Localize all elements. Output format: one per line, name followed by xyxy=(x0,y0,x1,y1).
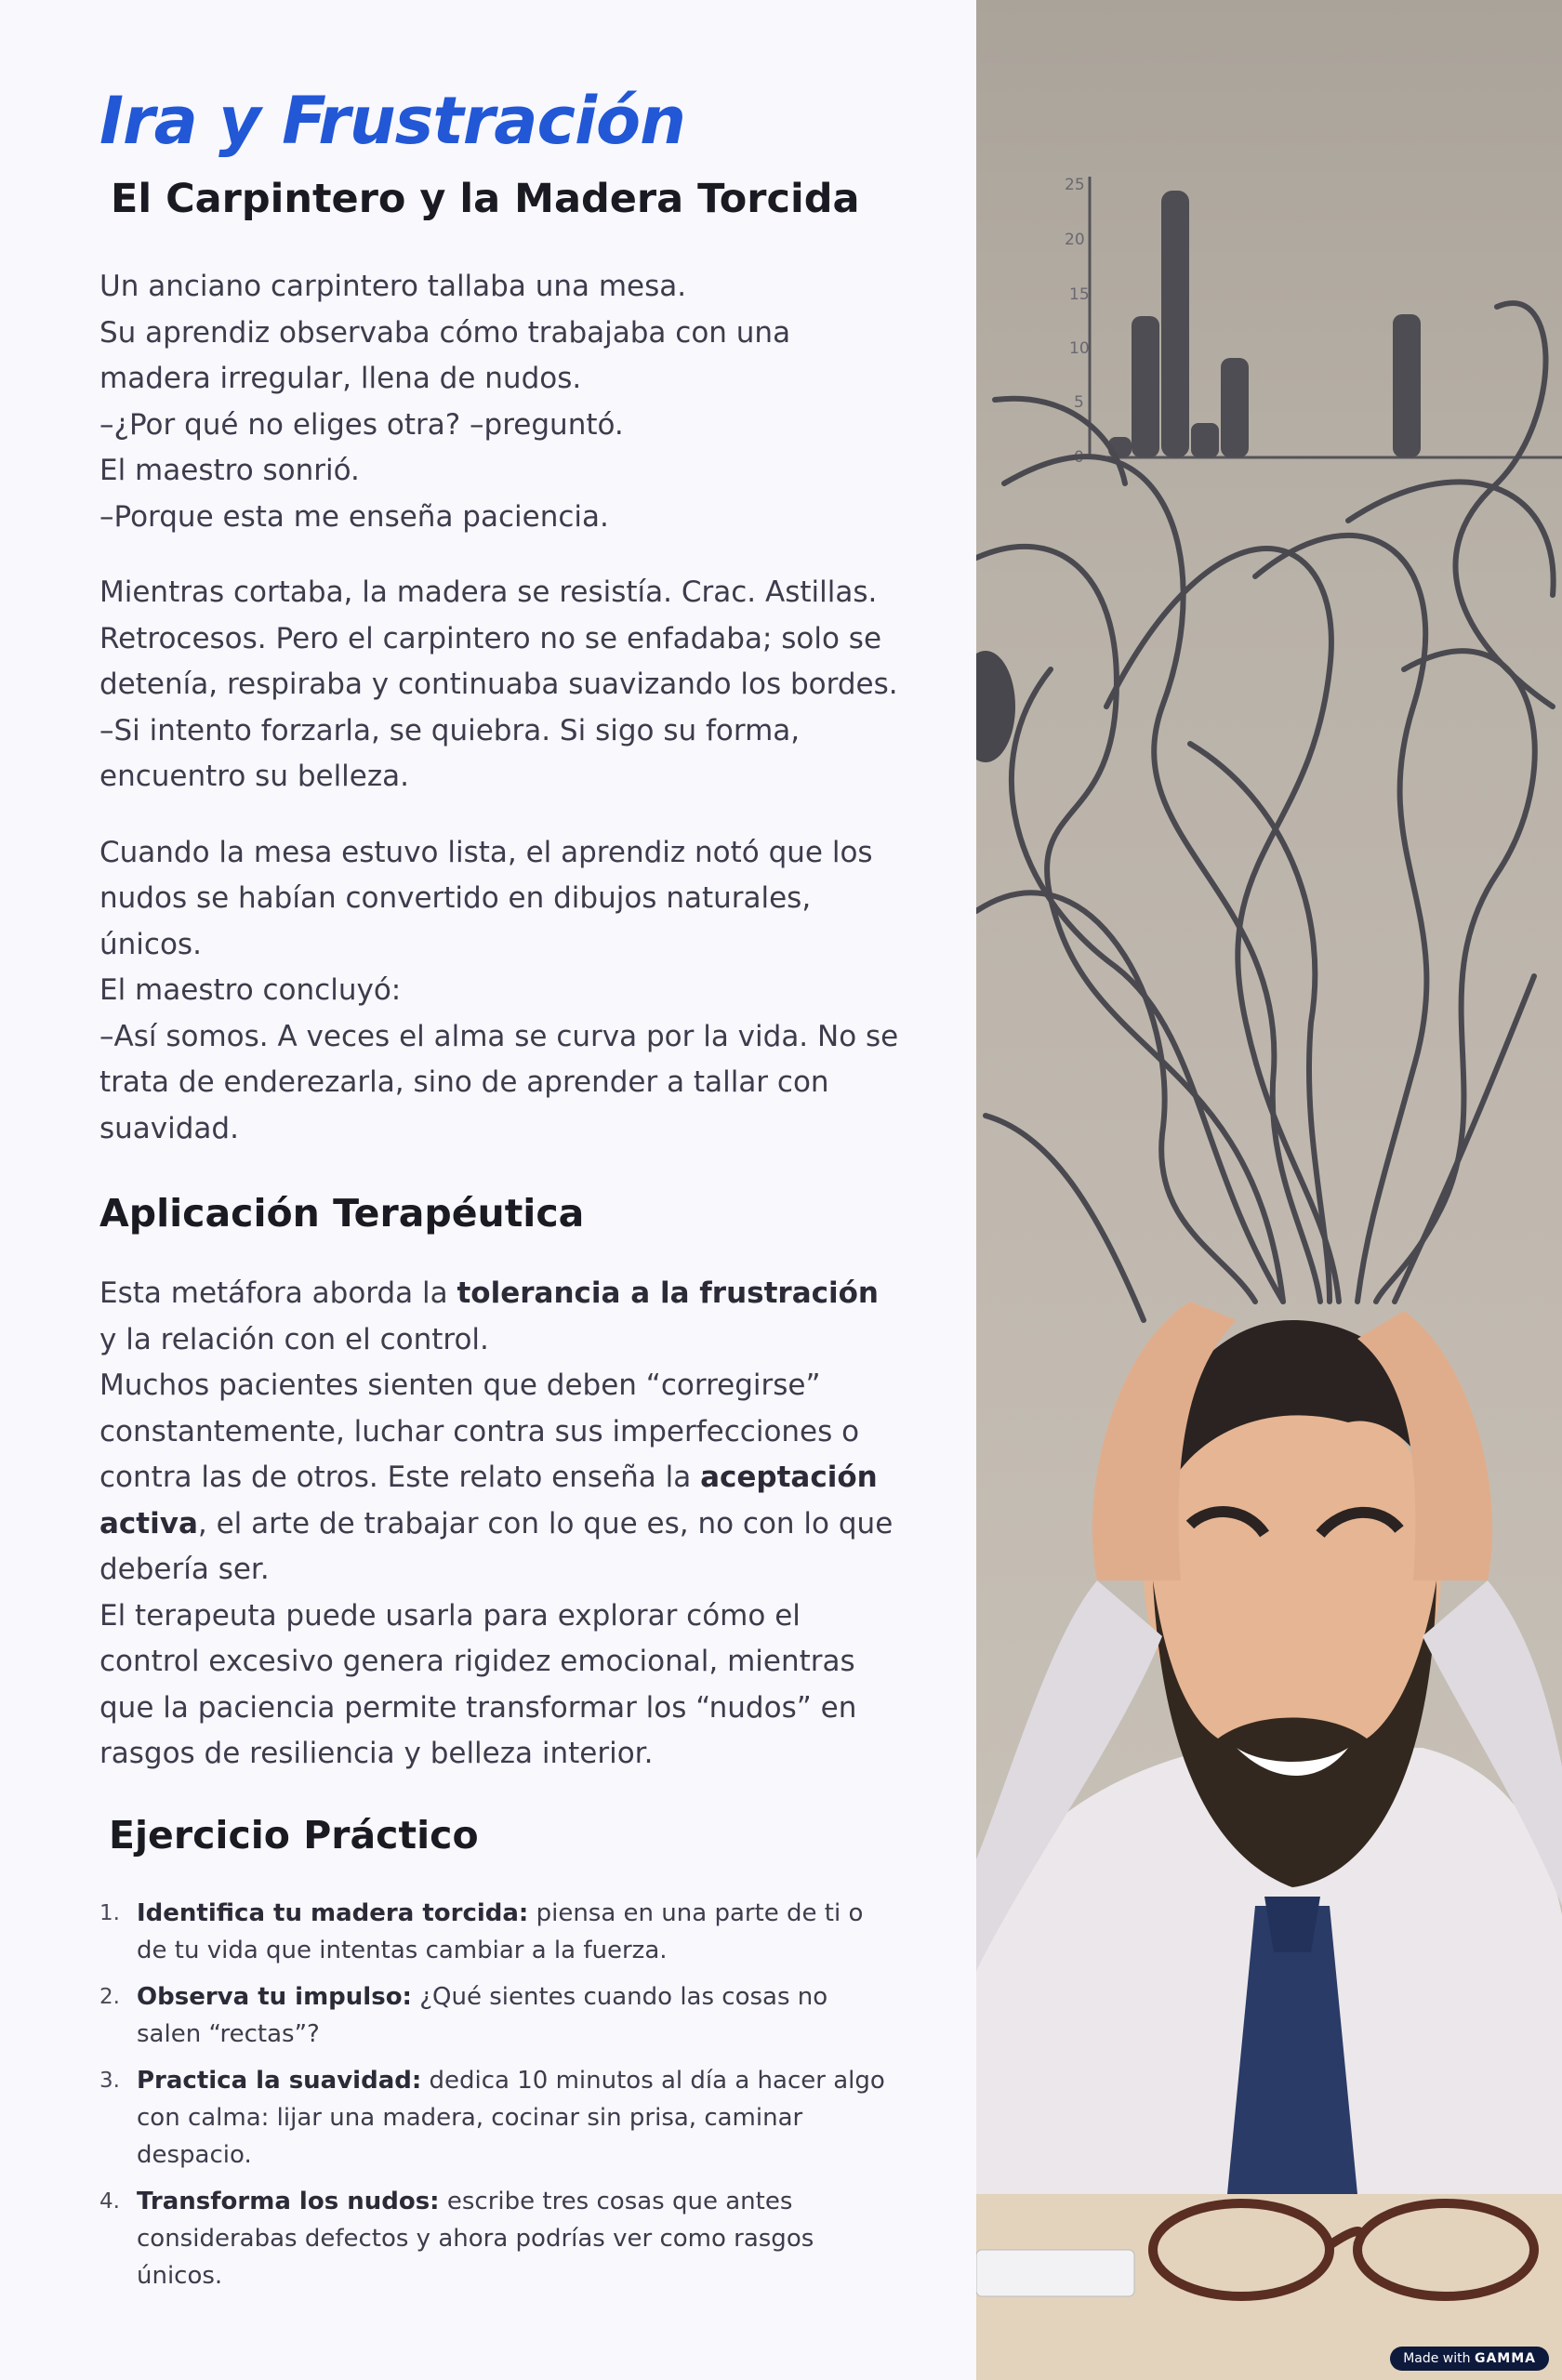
exercise-list xyxy=(99,1895,899,2294)
story-paragraph-3: Cuando la mesa estuvo lista, el aprendiz notó que los nudos se habían convertido en dibujos naturales, únicos. El maestro concluyó: –Así somos. A veces el alma se curva por la vida. No se trata de enderezarla, sino de aprender a tallar con suavidad. xyxy=(99,835,899,1145)
man-figure xyxy=(976,1302,1562,2194)
list-number: 1. xyxy=(99,1900,120,1925)
list-item-title: Practica la suavidad: xyxy=(137,2066,422,2095)
tick-label: 15 xyxy=(1069,285,1090,304)
tangled-lines xyxy=(976,303,1554,1320)
dark-blob xyxy=(976,651,1015,762)
chart-bars xyxy=(1108,191,1421,457)
list-number: 2. xyxy=(99,1984,120,2009)
list-item-text: piensa en una parte de ti o de tu vida que intentas cambiar a la fuerza. xyxy=(137,1898,864,1964)
list-number: 4. xyxy=(99,2188,120,2214)
list-item-title: Transforma los nudos: xyxy=(137,2187,440,2215)
story-paragraph-2: Mientras cortaba, la madera se resistía. Crac. Astillas. Retrocesos. Pero el carpintero no se enfadaba; solo se detenía, respiraba y continuaba suavizando los bordes. –Si intento forzarla, se quiebra. Si sigo su forma, encuentro su belleza. xyxy=(99,575,898,793)
application-text-2: y la relación con el control. Muchos pacientes sienten que deben “corregirse” constantemente, luchar contra sus imperfecciones o contra las de otros. Este relato enseña la xyxy=(99,1322,860,1494)
badge-prefix: Made with xyxy=(1403,2351,1475,2366)
list-item xyxy=(99,1895,899,1969)
application-text-3: , el arte de trabajar con lo que es, no con lo que debería ser. El terapeuta puede usarla para explorar cómo el control excesivo genera rigidez emocional, mientras que la paciencia permite transformar los “nudos” en rasgos de resiliencia y belleza interior. xyxy=(99,1506,894,1770)
page-title: Ira y Frustración xyxy=(99,83,685,159)
illustration xyxy=(976,0,1562,2380)
badge-brand: GAMMA xyxy=(1474,2351,1536,2366)
list-number: 3. xyxy=(99,2068,120,2093)
application-text-1: Esta metáfora aborda la xyxy=(99,1276,457,1310)
exercise-heading: Ejercicio Práctico xyxy=(109,1812,479,1858)
tick-label: 25 xyxy=(1065,176,1085,194)
tablet xyxy=(976,2250,1134,2296)
list-item-text: dedica 10 minutos al día a hacer algo con calma: lijar una madera, cocinar sin prisa, caminar despacio. xyxy=(137,2066,885,2169)
application-heading: Aplicación Terapéutica xyxy=(99,1191,585,1236)
application-paragraph xyxy=(99,1271,899,1778)
story-title: El Carpintero y la Madera Torcida xyxy=(111,176,860,222)
frustrated-man-photo xyxy=(976,0,1562,2380)
application-bold-2: aceptación activa xyxy=(99,1461,878,1540)
story-paragraph-1: Un anciano carpintero tallaba una mesa. Su aprendiz observaba cómo trabajaba con una madera irregular, llena de nudos. –¿Por qué no eliges otra? –preguntó. El maestro sonrió. –Porque esta me enseña paciencia. xyxy=(99,270,791,534)
list-item xyxy=(99,2062,899,2174)
tick-label: 20 xyxy=(1065,231,1085,249)
list-item xyxy=(99,2183,899,2294)
made-with-gamma-badge[interactable] xyxy=(1390,2347,1549,2371)
application-bold-1: tolerancia a la frustración xyxy=(457,1276,879,1310)
tick-label: 10 xyxy=(1069,339,1090,358)
list-item-title: Observa tu impulso: xyxy=(137,1982,412,2011)
content-column xyxy=(99,76,899,2304)
tick-label: 5 xyxy=(1074,393,1084,412)
list-item-text: ¿Qué sientes cuando las cosas no salen “rectas”? xyxy=(137,1982,828,2048)
tick-label: 0 xyxy=(1074,448,1084,467)
list-item-title: Identifica tu madera torcida: xyxy=(137,1898,529,1927)
wall-chart xyxy=(1090,177,1562,457)
list-item xyxy=(99,1978,899,2053)
list-item-text: escribe tres cosas que antes considerabas defectos y ahora podrías ver como rasgos únicos. xyxy=(137,2187,814,2290)
